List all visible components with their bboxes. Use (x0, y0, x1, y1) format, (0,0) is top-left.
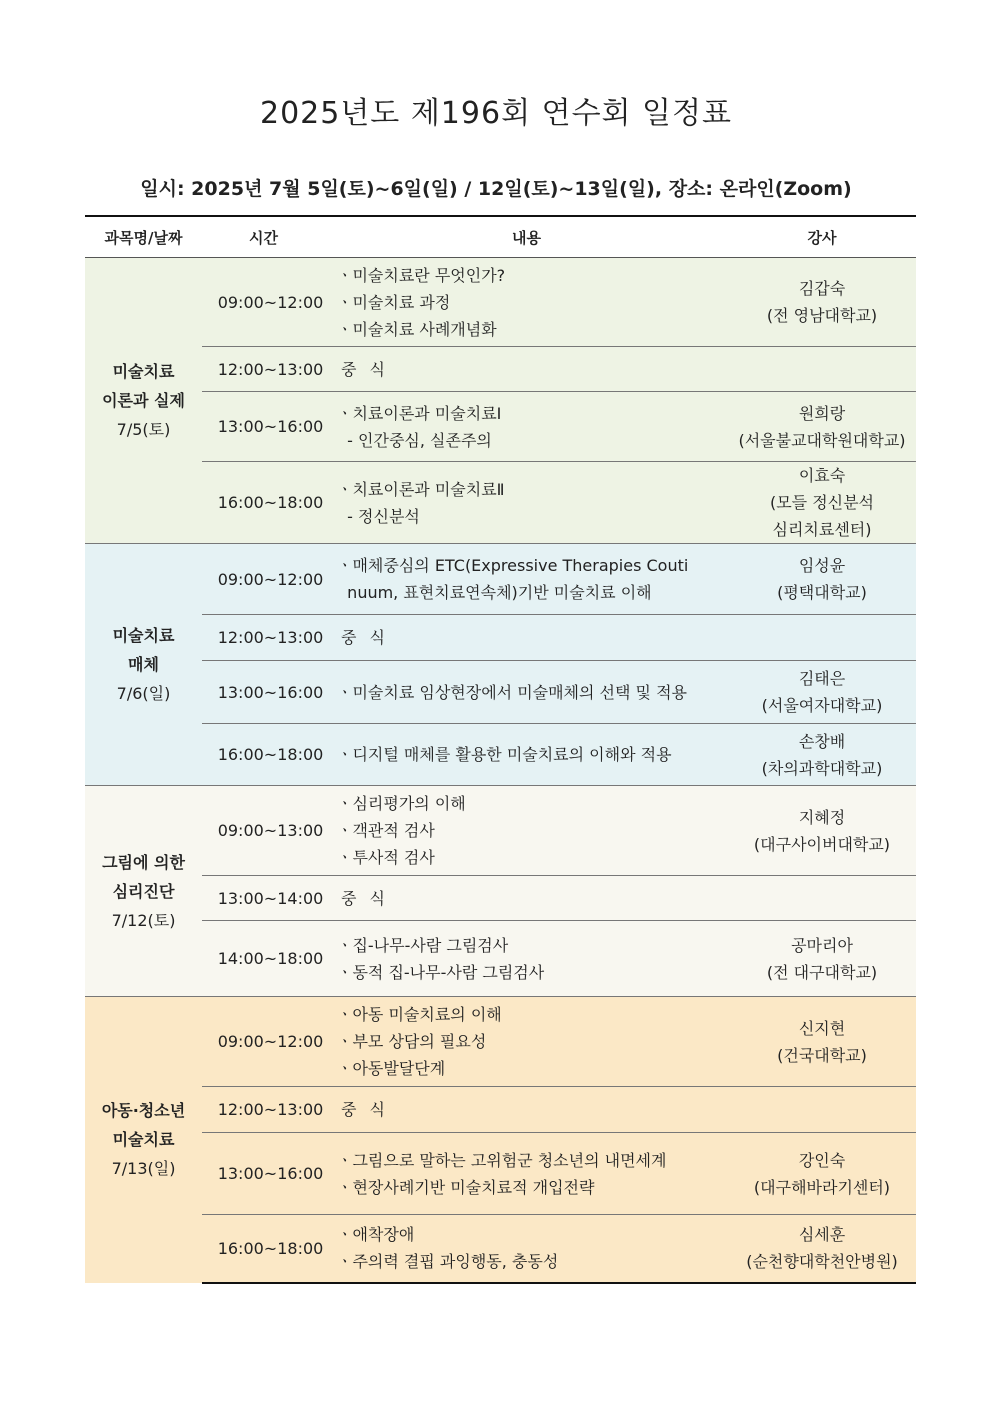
time-cell: 16:00~18:00 (202, 1215, 325, 1283)
content-line: ㆍ그림으로 말하는 고위험군 청소년의 내면세계 (337, 1150, 667, 1170)
subject-date: 7/13(일) (111, 1159, 176, 1179)
content-cell (325, 786, 728, 876)
header-subject: 과목명/날짜 (85, 216, 202, 258)
instructor-cell (728, 786, 916, 876)
time-cell: 12:00~13:00 (202, 347, 325, 392)
time-cell: 16:00~18:00 (202, 724, 325, 786)
instructor-affiliation: 심리치료센터) (772, 520, 872, 539)
subject-name-line: 미술치료 (112, 1130, 175, 1150)
time-cell: 12:00~13:00 (202, 615, 325, 661)
table-row (85, 786, 916, 876)
content-line: ㆍ디지털 매체를 활용한 미술치료의 이해와 적용 (337, 745, 672, 764)
instructor-affiliation: (서울불교대학원대학교) (738, 430, 906, 450)
content-line: ㆍ매체중심의 ETC(Expressive Therapies Couti (337, 556, 689, 575)
content-cell (325, 876, 728, 921)
instructor-name: 김태은 (798, 669, 846, 688)
content-cell (325, 724, 728, 786)
subject-name-line: 미술치료 (112, 626, 175, 645)
table-row (85, 921, 916, 997)
content-line: ㆍ심리평가의 이해 (337, 794, 466, 813)
schedule-table (85, 215, 916, 1284)
content-line: ㆍ집-나무-사람 그림검사 (337, 935, 509, 955)
lunch-break-label: 중 식 (341, 1100, 389, 1119)
subject-name-line: 매체 (128, 655, 159, 674)
instructor-cell (728, 615, 916, 661)
subject-name-line: 미술치료 (112, 362, 175, 381)
table-row (85, 392, 916, 462)
content-cell (325, 997, 728, 1087)
instructor-name: 이효숙 (798, 466, 846, 485)
content-cell (325, 1087, 728, 1133)
instructor-affiliation: (차의과학대학교) (761, 758, 883, 778)
content-cell (325, 615, 728, 661)
instructor-cell (728, 544, 916, 615)
table-row (85, 544, 916, 615)
instructor-cell (728, 724, 916, 786)
instructor-name: 공마리아 (791, 935, 853, 955)
table-row (85, 615, 916, 661)
table-row (85, 876, 916, 921)
subject-name-line: 아동·청소년 (101, 1101, 186, 1121)
instructor-affiliation: (전 영남대학교) (766, 306, 878, 325)
header-instructor: 강사 (728, 216, 916, 258)
subject-date: 7/12(토) (111, 910, 176, 930)
instructor-affiliation: (모들 정신분석 (769, 493, 875, 512)
subject-cell (85, 997, 202, 1283)
content-line: ㆍ애착장애 (337, 1225, 415, 1245)
instructor-name: 신지현 (798, 1018, 846, 1038)
instructor-cell (728, 876, 916, 921)
content-line: ㆍ주의력 결핍 과잉행동, 충동성 (337, 1252, 559, 1272)
subject-cell (85, 786, 202, 997)
subject-name-line: 심리진단 (112, 881, 175, 901)
instructor-name: 강인숙 (798, 1150, 846, 1170)
lunch-break-label: 중 식 (341, 359, 389, 379)
content-line: ㆍ치료이론과 미술치료Ⅱ (337, 479, 505, 499)
instructor-name: 임성윤 (798, 556, 846, 575)
instructor-cell (728, 392, 916, 462)
content-line: ㆍ미술치료 임상현장에서 미술매체의 선택 및 적용 (337, 682, 688, 702)
instructor-name: 원희랑 (798, 403, 846, 423)
time-cell: 09:00~12:00 (202, 997, 325, 1087)
table-row (85, 661, 916, 724)
subject-name-line: 이론과 실제 (102, 391, 185, 410)
instructor-cell (728, 1133, 916, 1215)
schedule-info: 일시: 2025년 7월 5일(토)~6일(일) / 12일(토)~13일(일), 장소: 온라인(Zoom) (140, 178, 852, 200)
subject-name-line: 그림에 의한 (102, 852, 185, 872)
content-line: ㆍ현장사례기반 미술치료적 개입전략 (337, 1177, 595, 1197)
content-cell (325, 544, 728, 615)
content-cell (325, 661, 728, 724)
instructor-cell (728, 921, 916, 997)
instructor-cell (728, 1215, 916, 1283)
content-cell (325, 258, 728, 347)
content-line: ㆍ미술치료란 무엇인가? (337, 265, 506, 285)
instructor-affiliation: (서울여자대학교) (761, 696, 883, 715)
content-line: ㆍ아동 미술치료의 이해 (337, 1005, 502, 1024)
instructor-cell (728, 258, 916, 347)
instructor-name: 지혜정 (798, 807, 846, 827)
table-row (85, 1133, 916, 1215)
page-title: 2025년도 제196회 연수회 일정표 (259, 96, 733, 131)
content-cell (325, 1215, 728, 1283)
instructor-affiliation: (전 대구대학교) (766, 962, 878, 982)
content-cell (325, 1133, 728, 1215)
table-row (85, 724, 916, 786)
subject-cell (85, 258, 202, 544)
content-line: ㆍ치료이론과 미술치료Ⅰ (337, 403, 502, 423)
content-line: - 인간중심, 실존주의 (337, 430, 492, 450)
instructor-name: 손창배 (798, 731, 846, 751)
subject-date: 7/6(일) (116, 684, 171, 703)
content-line: nuum, 표현치료연속체)기반 미술치료 이해 (337, 583, 652, 602)
table-row (85, 1087, 916, 1133)
content-line: ㆍ아동발달단계 (337, 1059, 446, 1078)
table-header-row (85, 216, 916, 258)
content-cell (325, 921, 728, 997)
table-row (85, 1215, 916, 1283)
time-cell: 13:00~14:00 (202, 876, 325, 921)
instructor-affiliation: (대구해바라기센터) (753, 1177, 891, 1197)
content-line: ㆍ투사적 검사 (337, 848, 435, 867)
table-row (85, 258, 916, 347)
instructor-affiliation: (건국대학교) (777, 1045, 867, 1065)
content-line: ㆍ미술치료 사례개념화 (337, 319, 497, 339)
table-row (85, 997, 916, 1087)
lunch-break-label: 중 식 (341, 628, 389, 647)
instructor-cell (728, 1087, 916, 1133)
lunch-break-label: 중 식 (341, 888, 389, 908)
instructor-affiliation: (대구사이버대학교) (753, 834, 891, 854)
instructor-cell (728, 347, 916, 392)
time-cell: 13:00~16:00 (202, 1133, 325, 1215)
instructor-cell (728, 462, 916, 544)
time-cell: 09:00~12:00 (202, 544, 325, 615)
time-cell: 13:00~16:00 (202, 392, 325, 462)
subject-cell (85, 544, 202, 786)
header-content: 내용 (325, 216, 728, 258)
time-cell: 12:00~13:00 (202, 1087, 325, 1133)
content-line: ㆍ객관적 검사 (337, 821, 435, 840)
time-cell: 14:00~18:00 (202, 921, 325, 997)
instructor-cell (728, 997, 916, 1087)
content-cell (325, 462, 728, 544)
schedule-body (85, 258, 916, 1283)
subject-date: 7/5(토) (116, 420, 171, 439)
content-line: - 정신분석 (337, 506, 420, 526)
instructor-cell (728, 661, 916, 724)
content-cell (325, 392, 728, 462)
content-cell (325, 347, 728, 392)
table-row (85, 462, 916, 544)
header-time: 시간 (202, 216, 325, 258)
content-line: ㆍ미술치료 과정 (337, 292, 451, 312)
content-line: ㆍ동적 집-나무-사람 그림검사 (337, 962, 545, 982)
time-cell: 09:00~12:00 (202, 258, 325, 347)
instructor-name: 김갑숙 (798, 279, 846, 298)
time-cell: 16:00~18:00 (202, 462, 325, 544)
content-line: ㆍ부모 상담의 필요성 (337, 1032, 487, 1051)
time-cell: 13:00~16:00 (202, 661, 325, 724)
instructor-affiliation: (평택대학교) (777, 583, 867, 602)
instructor-affiliation: (순천향대학천안병원) (746, 1252, 898, 1272)
instructor-name: 심세훈 (798, 1225, 846, 1245)
table-row (85, 347, 916, 392)
time-cell: 09:00~13:00 (202, 786, 325, 876)
